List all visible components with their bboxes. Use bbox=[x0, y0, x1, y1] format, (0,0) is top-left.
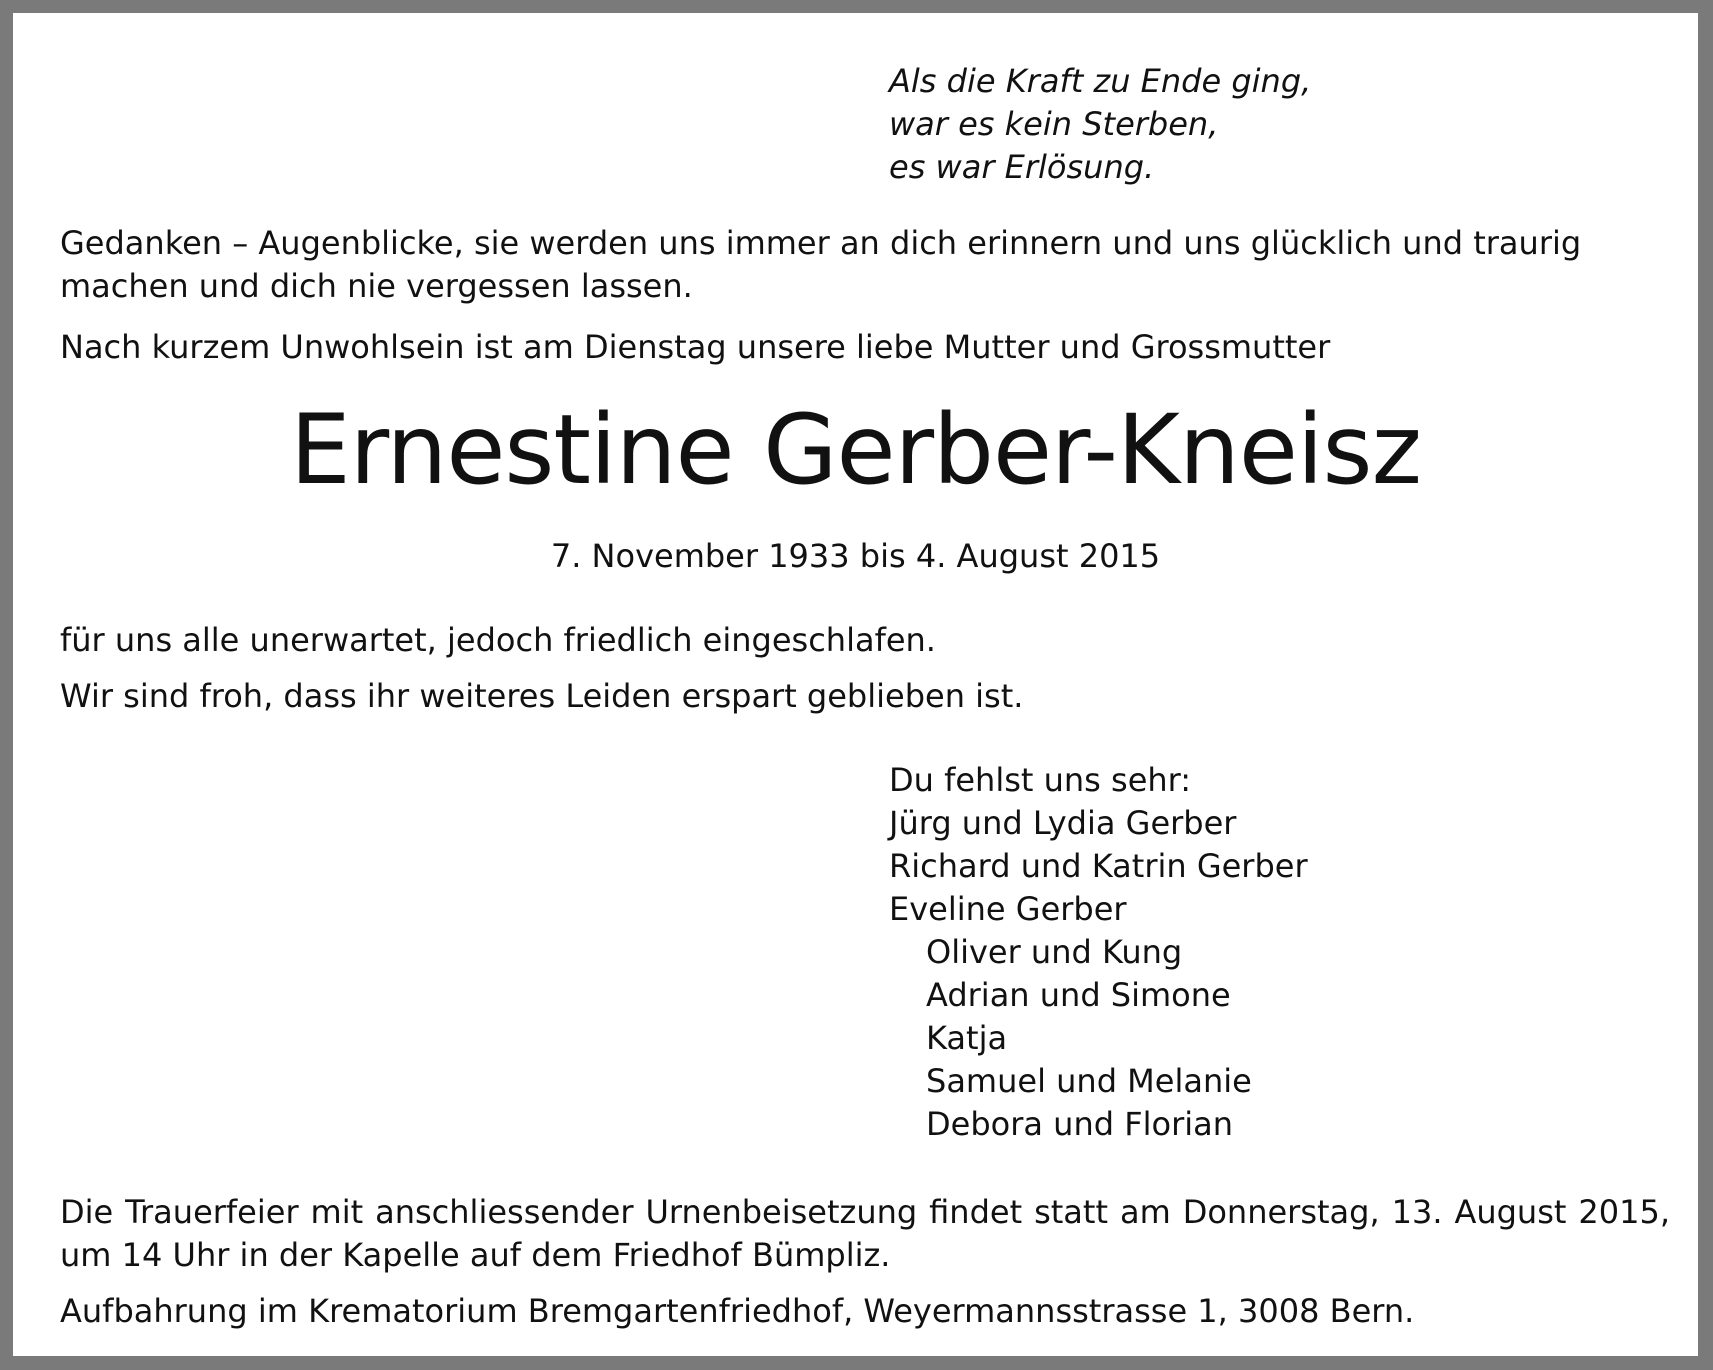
deceased-name: Ernestine Gerber-Kneisz bbox=[290, 394, 1421, 506]
funeral-date-line: Die Trauerfeier mit anschliessender Urnenbeisetzung findet statt am Donnerstag, 13. August 2015, bbox=[60, 1193, 1670, 1231]
mourner-grandchild: Samuel und Melanie bbox=[926, 1062, 1252, 1100]
mourner-grandchild: Katja bbox=[926, 1019, 1008, 1057]
mourners-heading: Du fehlst uns sehr: bbox=[889, 761, 1192, 799]
mourner-grandchild: Debora und Florian bbox=[926, 1105, 1234, 1143]
funeral-location-line: um 14 Uhr in der Kapelle auf dem Friedhof Bümpliz. bbox=[60, 1236, 891, 1274]
verse-line: es war Erlösung. bbox=[889, 148, 1155, 186]
body-line: für uns alle unerwartet, jedoch friedlich eingeschlafen. bbox=[60, 621, 936, 659]
mourner-family: Eveline Gerber bbox=[889, 890, 1127, 928]
body-line: Wir sind froh, dass ihr weiteres Leiden erspart geblieben ist. bbox=[60, 677, 1024, 715]
mourner-grandchild: Oliver und Kung bbox=[926, 933, 1183, 971]
mourner-grandchild: Adrian und Simone bbox=[926, 976, 1231, 1014]
verse-line: war es kein Sterben, bbox=[889, 105, 1219, 143]
verse bbox=[889, 60, 1311, 189]
announcement-text: Nach kurzem Unwohlsein ist am Dienstag unsere liebe Mutter und Grossmutter bbox=[60, 328, 1331, 366]
mourners-list bbox=[889, 759, 1308, 1146]
thoughts-paragraph: Gedanken – Augenblicke, sie werden uns immer an dich erinnern und uns glücklich und traurig machen und dich nie vergessen lassen. bbox=[60, 224, 1582, 305]
viewing-line: Aufbahrung im Krematorium Bremgartenfriedhof, Weyermannsstrasse 1, 3008 Bern. bbox=[60, 1292, 1415, 1330]
mourner-family: Jürg und Lydia Gerber bbox=[889, 804, 1237, 842]
mourner-family: Richard und Katrin Gerber bbox=[889, 847, 1308, 885]
life-dates: 7. November 1933 bis 4. August 2015 bbox=[550, 537, 1161, 575]
obituary-page bbox=[13, 13, 1698, 1356]
verse-line: Als die Kraft zu Ende ging, bbox=[889, 62, 1312, 100]
